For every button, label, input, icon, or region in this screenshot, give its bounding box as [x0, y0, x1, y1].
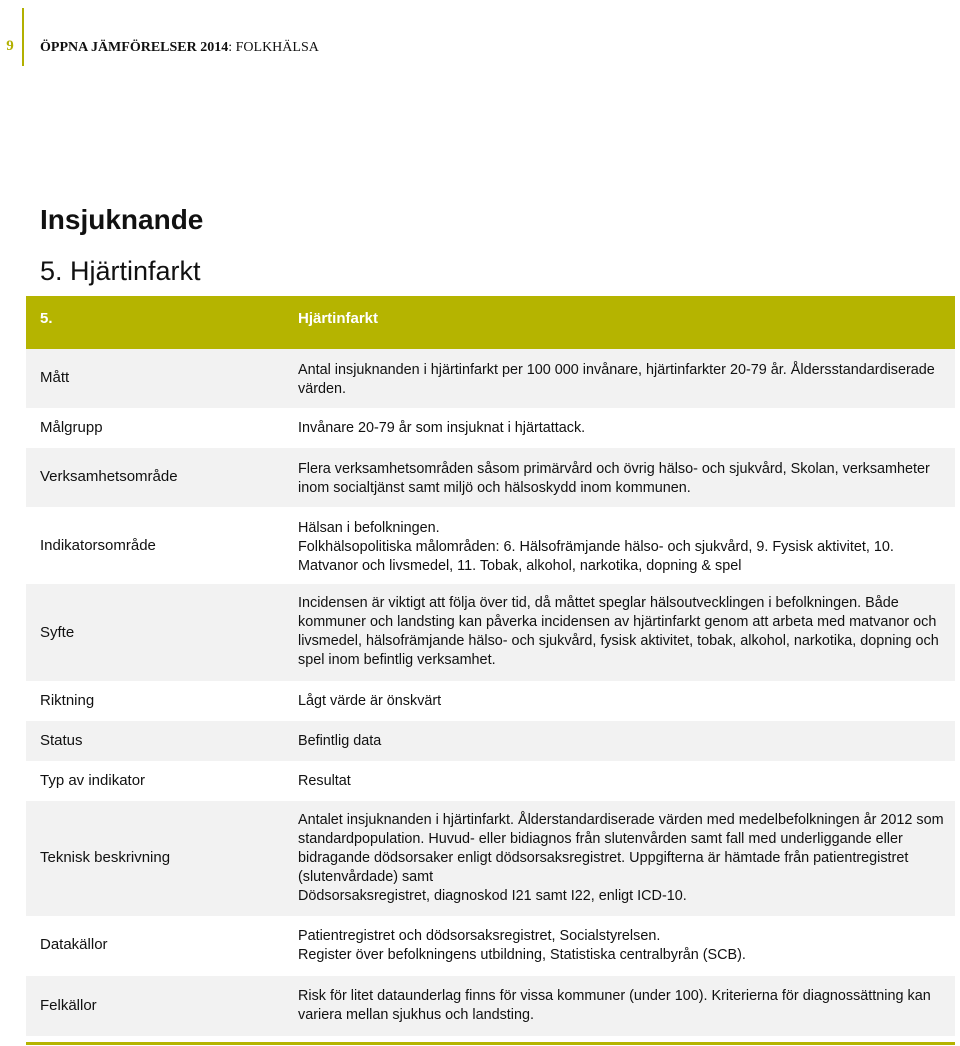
row-text: Hälsan i befolkningen. — [298, 520, 440, 536]
row-text: Folkhälsopolitiska målområden: 6. Hälsofrämjande hälso- och sjukvård, 9. Fysisk aktivitet, 10. Matvanor och livsmedel, 11. Tobak, alkohol, narkotika, dopning & spel — [298, 539, 894, 574]
header-subtitle: : FOLKHÄLSA — [228, 40, 319, 55]
row-value — [298, 419, 945, 438]
table-row — [26, 408, 955, 448]
row-text: Antal insjuknanden i hjärtinfarkt per 100 000 invånare, hjärtinfarkter 20-79 år. Åldersstandardiserade värden. — [298, 362, 935, 397]
header-title: ÖPPNA JÄMFÖRELSER 2014 — [40, 40, 229, 55]
row-text: Antalet insjuknanden i hjärtinfarkt. Ålderstandardiserade värden med medelbefolkningen år 2012 som standardpopulation. Huvud- eller bidiagnos från slutenvården samt fall med underliggande eller bidragande dödsorsaker enligt dödsorsaksregistret. Uppgifterna är hämtade från patientregistret (slutenvårdade) samt — [298, 812, 944, 885]
running-header — [40, 40, 319, 56]
table-row — [26, 721, 955, 761]
row-label: Riktning — [40, 692, 95, 709]
row-text: Register över befolkningens utbildning, Statistiska centralbyrån (SCB). — [298, 947, 746, 963]
row-label: Verksamhetsområde — [40, 468, 178, 485]
row-value — [298, 692, 945, 711]
table-row — [26, 976, 955, 1036]
row-text: Flera verksamhetsområden såsom primärvård och övrig hälso- och sjukvård, Skolan, verksamheter inom socialtjänst samt miljö och hälsoskydd inom kommunen. — [298, 461, 930, 496]
table-row — [26, 761, 955, 801]
row-value — [298, 987, 945, 1025]
row-value — [298, 594, 945, 670]
row-label: Felkällor — [40, 997, 97, 1014]
page-number: 9 — [6, 38, 14, 54]
table-row — [26, 448, 955, 507]
row-value — [298, 811, 945, 906]
row-label: Syfte — [40, 624, 75, 641]
header-divider — [22, 8, 24, 66]
row-label: Mått — [40, 369, 70, 386]
row-label: Status — [40, 732, 83, 749]
row-text: Risk för litet dataunderlag finns för vissa kommuner (under 100). Kriterierna för diagnossättning kan variera mellan sjukhus och landsting. — [298, 988, 931, 1023]
table-row — [26, 584, 955, 681]
row-text: Resultat — [298, 773, 351, 789]
row-value — [298, 519, 945, 576]
row-value — [298, 460, 945, 498]
indicator-table — [26, 296, 955, 1036]
row-value — [298, 772, 945, 791]
row-text: Patientregistret och dödsorsaksregistret, Socialstyrelsen. — [298, 928, 661, 944]
row-text: Lågt värde är önskvärt — [298, 693, 442, 709]
section-title: Insjuknande — [40, 204, 204, 235]
table-header — [26, 296, 955, 349]
row-text: Invånare 20-79 år som insjuknat i hjärtattack. — [298, 420, 586, 436]
row-text: Incidensen är viktigt att följa över tid, då måttet speglar hälsoutvecklingen i befolkningen. Både kommuner och landsting kan påverka incidensen av hjärtinfarkt genom att arbeta med matvanor och livsmedel, hälsofrämjande hälso- och sjukvård, fysisk aktivitet, tobak, alkohol, narkotika, dopning och spel inom befintlig verksamhet. — [298, 595, 939, 668]
table-row — [26, 349, 955, 408]
indicator-title: 5. Hjärtinfarkt — [40, 256, 201, 286]
table-row — [26, 801, 955, 916]
row-label: Datakällor — [40, 936, 108, 953]
table-header-number: 5. — [40, 310, 53, 327]
table-row — [26, 916, 955, 976]
row-value — [298, 361, 945, 399]
table-bottom-rule — [26, 1042, 955, 1045]
row-value — [298, 927, 945, 965]
table-row — [26, 681, 955, 721]
table-row — [26, 507, 955, 584]
row-text: Dödsorsaksregistret, diagnoskod I21 samt I22, enligt ICD-10. — [298, 888, 687, 904]
row-label: Målgrupp — [40, 419, 103, 436]
row-label: Teknisk beskrivning — [40, 849, 171, 866]
row-value — [298, 732, 945, 751]
table-header-name: Hjärtinfarkt — [298, 310, 379, 327]
row-label: Indikatorsområde — [40, 537, 156, 554]
row-label: Typ av indikator — [40, 772, 146, 789]
row-text: Befintlig data — [298, 733, 382, 749]
